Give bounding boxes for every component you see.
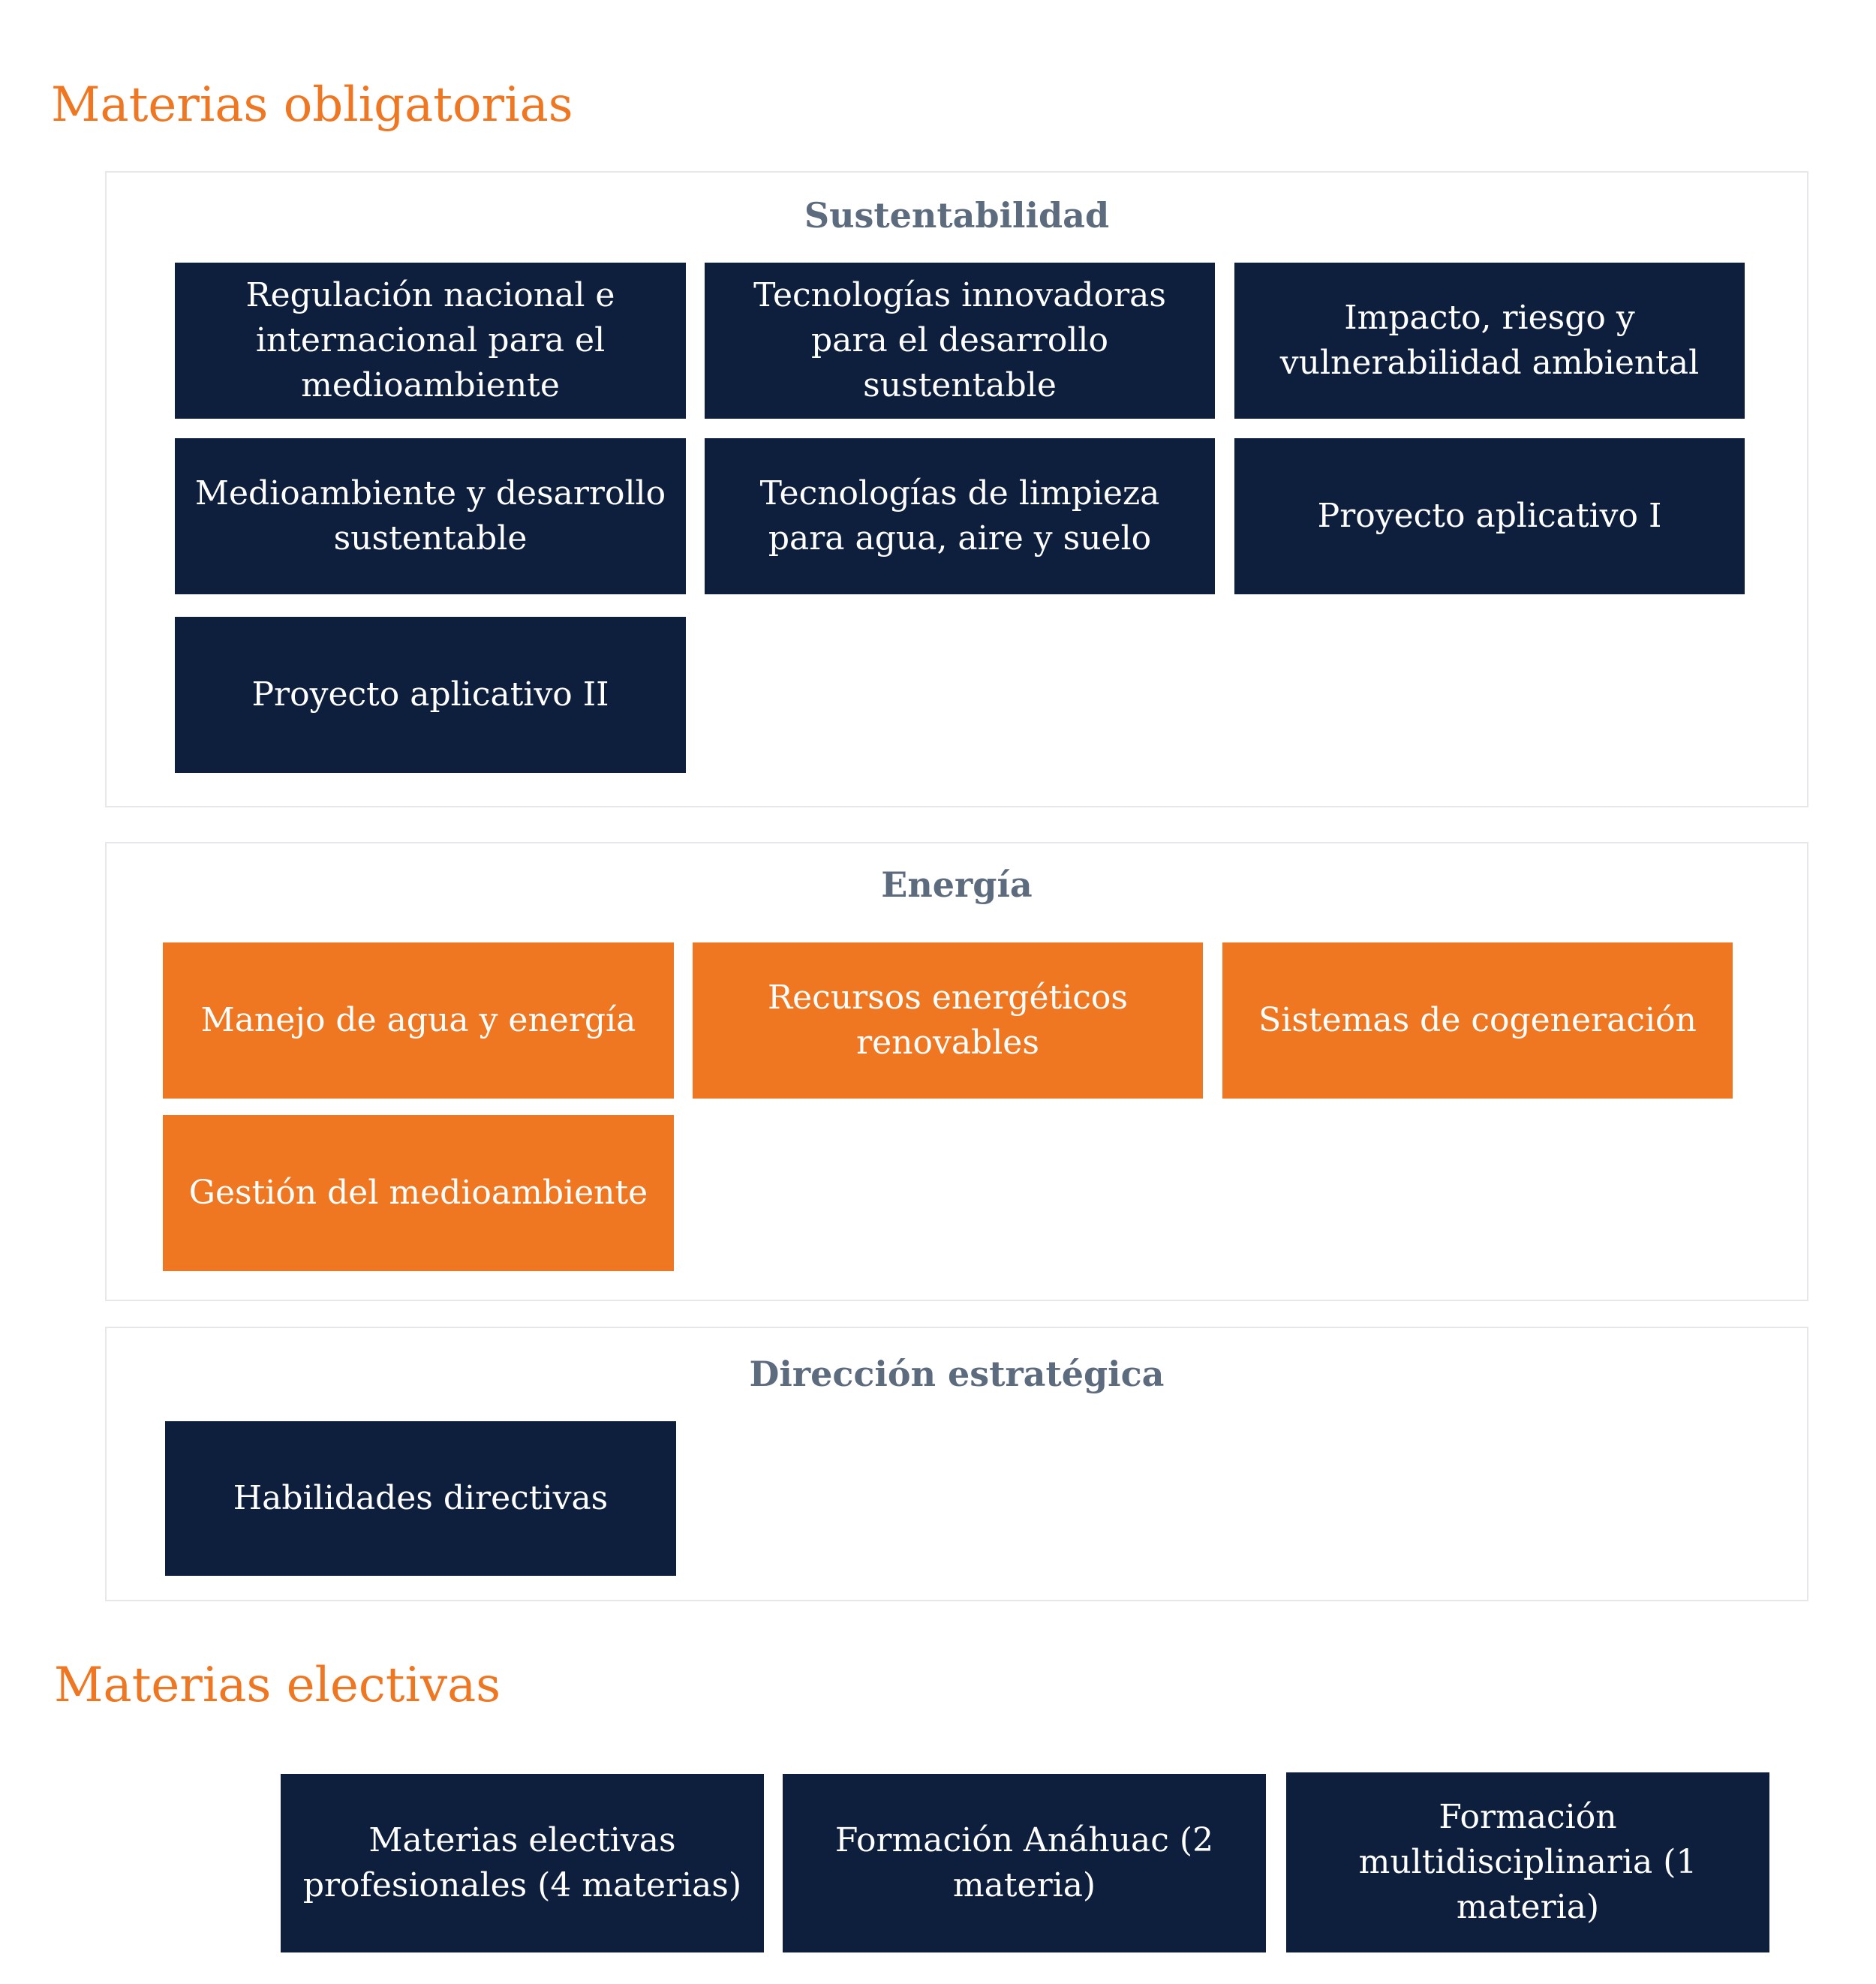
course-tile[interactable] bbox=[165, 1421, 676, 1576]
course-label: Proyecto aplicativo I bbox=[1317, 497, 1662, 535]
section-direccion-estrategica bbox=[105, 1327, 1808, 1601]
course-tile[interactable] bbox=[705, 263, 1215, 419]
course-label: Tecnologías innovadoras para el desarrollo sustentable bbox=[753, 276, 1166, 404]
course-tile[interactable] bbox=[175, 438, 686, 594]
course-label: Medioambiente y desarrollo sustentable bbox=[194, 474, 666, 558]
course-tile[interactable] bbox=[163, 942, 674, 1099]
course-label: Regulación nacional e internacional para el medioambiente bbox=[245, 276, 615, 404]
course-label: Sistemas de cogeneración bbox=[1258, 1001, 1697, 1039]
course-tile[interactable] bbox=[175, 617, 686, 773]
course-tile[interactable] bbox=[1222, 942, 1733, 1099]
section-title-direccion-estrategica: Dirección estratégica bbox=[749, 1354, 1165, 1394]
course-label: Manejo de agua y energía bbox=[200, 1001, 636, 1039]
section-title-energia: Energía bbox=[881, 864, 1033, 905]
course-label: Tecnologías de limpieza para agua, aire y suelo bbox=[759, 474, 1160, 558]
elective-tile[interactable] bbox=[1286, 1772, 1769, 1952]
elective-label: Materias electivas profesionales (4 materias) bbox=[302, 1821, 742, 1904]
elective-tile[interactable] bbox=[281, 1774, 764, 1952]
course-tile[interactable] bbox=[1234, 263, 1745, 419]
elective-label: Formación Anáhuac (2 materia) bbox=[834, 1821, 1214, 1904]
mandatory-heading: Materias obligatorias bbox=[51, 77, 573, 133]
section-sustentabilidad bbox=[105, 171, 1808, 807]
elective-label: Formación multidisciplinaria (1 materia) bbox=[1358, 1798, 1697, 1926]
section-title-sustentabilidad: Sustentabilidad bbox=[804, 195, 1110, 236]
electives-heading: Materias electivas bbox=[54, 1658, 501, 1713]
course-label: Impacto, riesgo y vulnerabilidad ambiental bbox=[1279, 299, 1700, 382]
course-label: Gestión del medioambiente bbox=[188, 1174, 648, 1212]
course-tile[interactable] bbox=[175, 263, 686, 419]
course-tile[interactable] bbox=[1234, 438, 1745, 594]
course-label: Proyecto aplicativo II bbox=[251, 675, 609, 714]
elective-tile[interactable] bbox=[783, 1774, 1266, 1952]
course-label: Habilidades directivas bbox=[233, 1479, 609, 1517]
course-tile[interactable] bbox=[163, 1115, 674, 1271]
section-energia bbox=[105, 842, 1808, 1301]
course-label: Recursos energéticos renovables bbox=[768, 978, 1128, 1062]
course-tile[interactable] bbox=[693, 942, 1203, 1099]
course-tile[interactable] bbox=[705, 438, 1215, 594]
